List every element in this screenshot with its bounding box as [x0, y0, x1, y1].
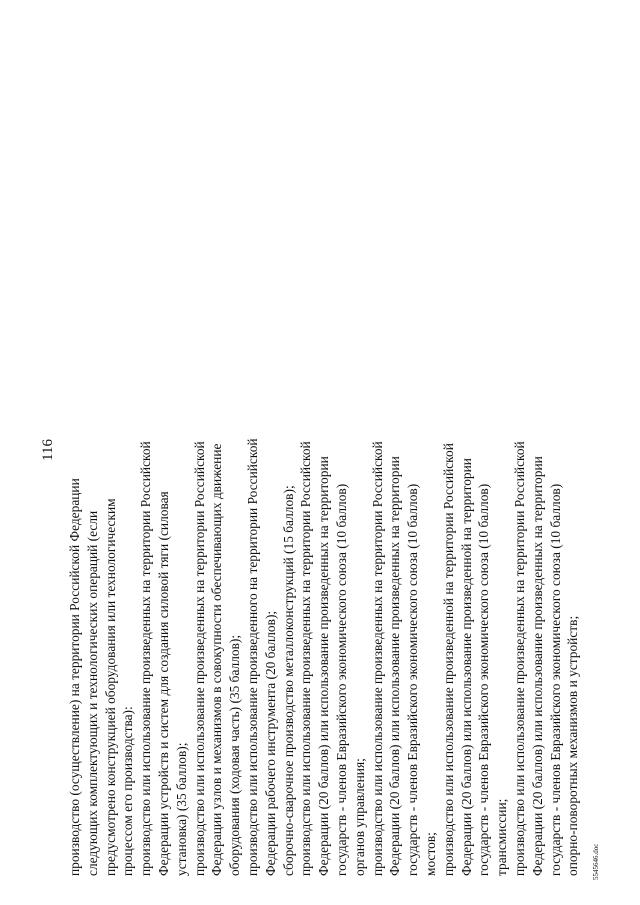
- text-line: следующих комплектующих и технологических операций (если: [84, 510, 100, 876]
- text-line: установка) (35 баллов);: [173, 742, 189, 876]
- text-line: государств - членов Евразийского экономического союза (10 баллов): [405, 483, 421, 876]
- text-line: мостов;: [422, 832, 438, 876]
- text-line: Федерации (20 баллов) или использование произведенной на территории: [458, 458, 474, 876]
- text-line: сборочно-сварочное производство металлоконструкций (15 баллов);: [280, 485, 296, 876]
- text-line: Федерации рабочего инструмента (20 баллов);: [262, 610, 278, 876]
- text-line: Федерации узлов и механизмов в совокупности обеспечивающих движение: [209, 443, 225, 876]
- text-line: Федерации (20 баллов) или использование произведенных на территории: [316, 456, 332, 876]
- text-line: Федерации (20 баллов) или использование произведенных на территории: [387, 456, 403, 876]
- text-line: государств - членов Евразийского экономического союза (10 баллов): [333, 483, 349, 876]
- text-line: производство или использование произведенных на территории Российской: [298, 441, 314, 876]
- text-line: производство (осуществление) на территории Российской Федерации: [67, 478, 82, 876]
- text-line: оборудования (ходовая часть) (35 баллов);: [227, 634, 243, 876]
- text-line: опорно-поворотных механизмов и устройств;: [565, 615, 581, 876]
- rotated-page: [40, 20, 600, 880]
- text-line: государств - членов Евразийского экономического союза (10 баллов): [476, 483, 492, 876]
- text-line: производство или использование произведенных на территории Российской: [369, 441, 385, 876]
- text-line: органов управления;: [351, 758, 367, 876]
- page-number: 116: [40, 439, 56, 461]
- text-line: Федерации (20 баллов) или использование произведенных на территории: [529, 456, 545, 876]
- text-line: производство или использование произведенной на территории Российской: [440, 443, 456, 876]
- text-line: производство или использование произведенных на территории Российской: [511, 441, 527, 876]
- body-text: [66, 438, 582, 876]
- text-line: процессом его производства):: [120, 706, 136, 876]
- text-line: Федерации устройств и систем для создания силовой тяги (силовая: [155, 491, 171, 876]
- text-line: предусмотрено конструкцией оборудования или технологическим: [102, 498, 118, 876]
- document-id: 5545646.doc: [592, 843, 600, 880]
- text-line: государств - членов Евразийского экономического союза (10 баллов): [547, 483, 563, 876]
- text-line: производство или использование произведенного на территории Российской: [244, 438, 260, 876]
- text-line: трансмиссии;: [494, 798, 510, 876]
- text-line: производство или использование произведенных на территории Российской: [191, 441, 207, 876]
- text-line: производство или использование произведенных на территории Российской: [138, 441, 154, 876]
